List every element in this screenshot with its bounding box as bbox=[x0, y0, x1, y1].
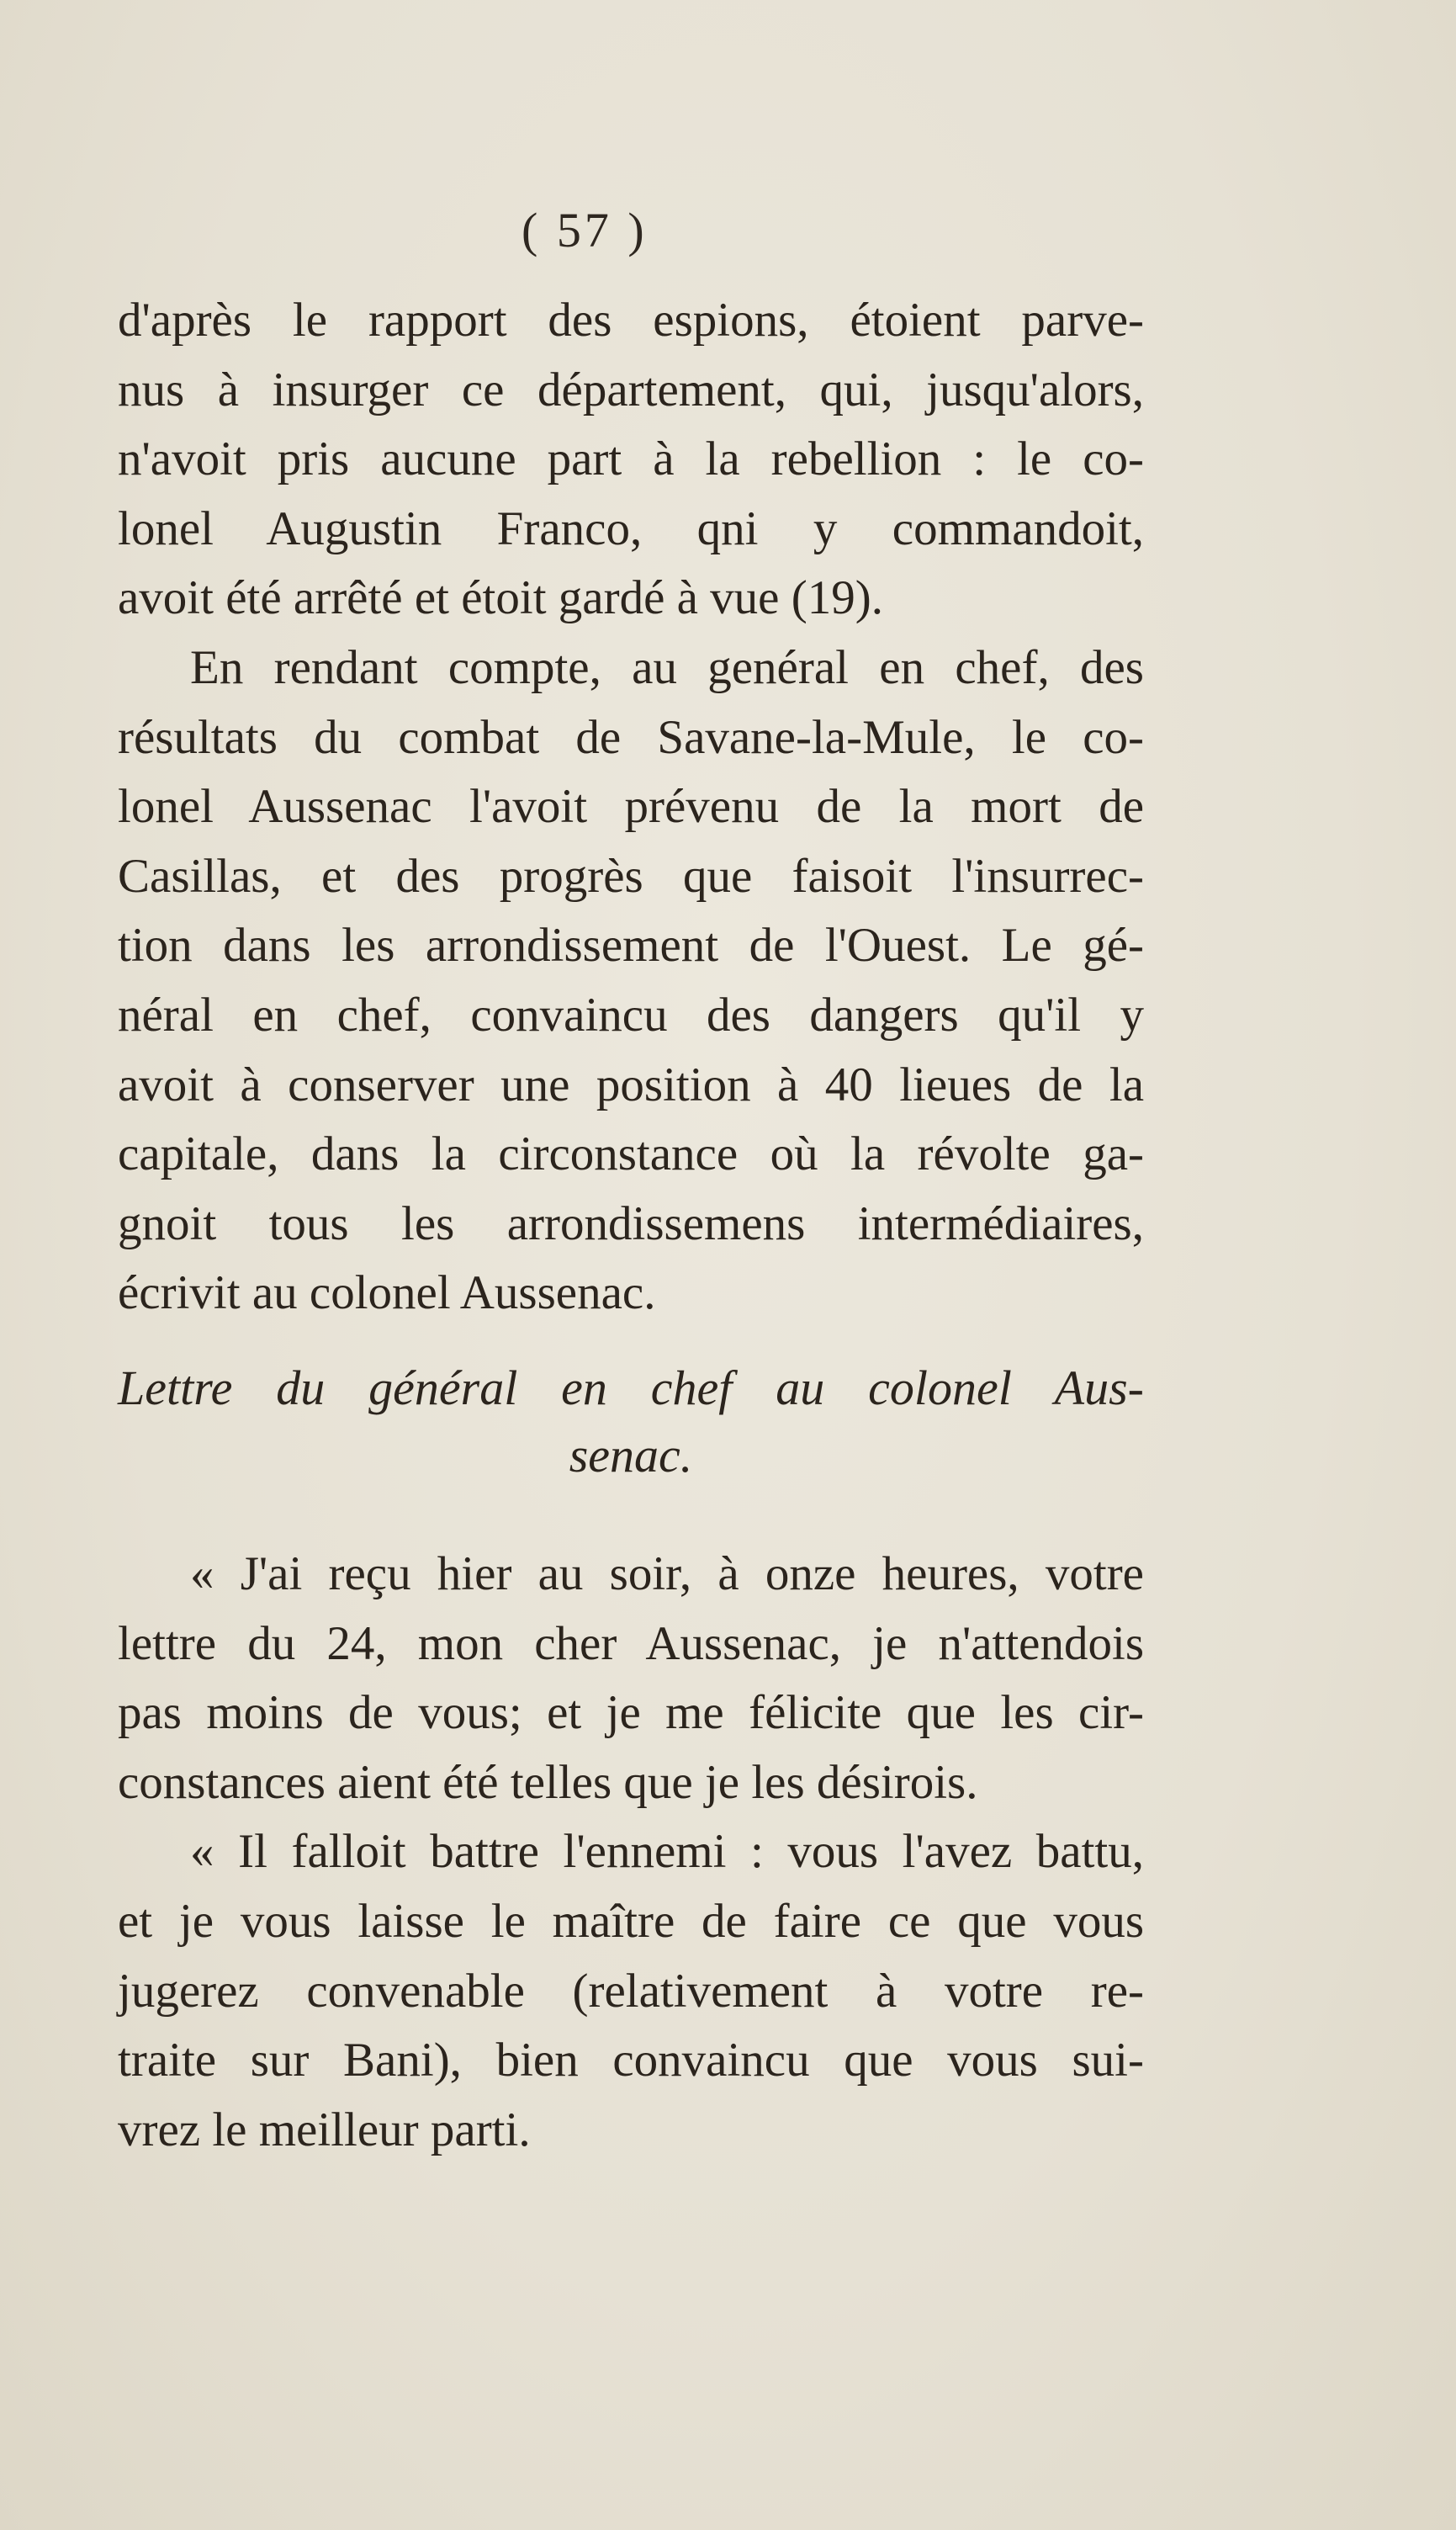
heading-line: Lettre du général en chef au colonel Aus- bbox=[118, 1360, 1144, 1415]
text-line: gnoit tous les arrondissemens intermédiaires, bbox=[118, 1196, 1144, 1250]
page-number: ( 57 ) bbox=[522, 203, 648, 257]
text-line: traite sur Bani), bien convaincu que vous sui- bbox=[118, 2034, 1144, 2087]
text-line: écrivit au colonel Aussenac. bbox=[118, 1266, 656, 1320]
text-line: avoit à conserver une position à 40 lieues de la bbox=[118, 1058, 1144, 1111]
text-line: « Il falloit battre l'ennemi : vous l'avez battu, bbox=[190, 1825, 1144, 1879]
text-line: néral en chef, convaincu des dangers qu'il y bbox=[118, 988, 1144, 1042]
text-line: lonel Aussenac l'avoit prévenu de la mort de bbox=[118, 780, 1144, 834]
text-line: En rendant compte, au genéral en chef, des bbox=[190, 640, 1144, 694]
letter-heading bbox=[118, 1355, 1144, 1489]
heading-line: senac. bbox=[569, 1428, 693, 1482]
text-line: pas moins de vous; et je me félicite que les cir- bbox=[118, 1686, 1144, 1740]
text-line: Casillas, et des progrès que faisoit l'insurrec- bbox=[118, 849, 1144, 903]
text-line: constances aient été telles que je les désirois. bbox=[118, 1755, 978, 1809]
text-line: vrez le meilleur parti. bbox=[118, 2103, 531, 2156]
text-line: avoit été arrêté et étoit gardé à vue (19). bbox=[118, 571, 883, 625]
body-text-letter bbox=[118, 1540, 1144, 2165]
text-line: lettre du 24, mon cher Aussenac, je n'attendois bbox=[118, 1616, 1144, 1670]
text-line: d'après le rapport des espions, étoient parve- bbox=[118, 294, 1144, 347]
text-line: capitale, dans la circonstance où la révolte ga- bbox=[118, 1127, 1144, 1181]
text-line: tion dans les arrondissement de l'Ouest. Le gé- bbox=[118, 919, 1144, 973]
text-line: nus à insurger ce département, qui, jusqu'alors, bbox=[118, 363, 1144, 416]
text-line: lonel Augustin Franco, qni y commandoit, bbox=[118, 501, 1144, 555]
text-line: n'avoit pris aucune part à la rebellion : le co- bbox=[118, 432, 1144, 486]
text-line: « J'ai reçu hier au soir, à onze heures, votre bbox=[190, 1547, 1144, 1600]
text-line: résultats du combat de Savane-la-Mule, le co- bbox=[118, 710, 1144, 764]
body-text-top bbox=[118, 286, 1144, 1329]
text-line: et je vous laisse le maître de faire ce que vous bbox=[118, 1894, 1144, 1948]
text-line: jugerez convenable (relativement à votre re- bbox=[118, 1964, 1144, 2018]
